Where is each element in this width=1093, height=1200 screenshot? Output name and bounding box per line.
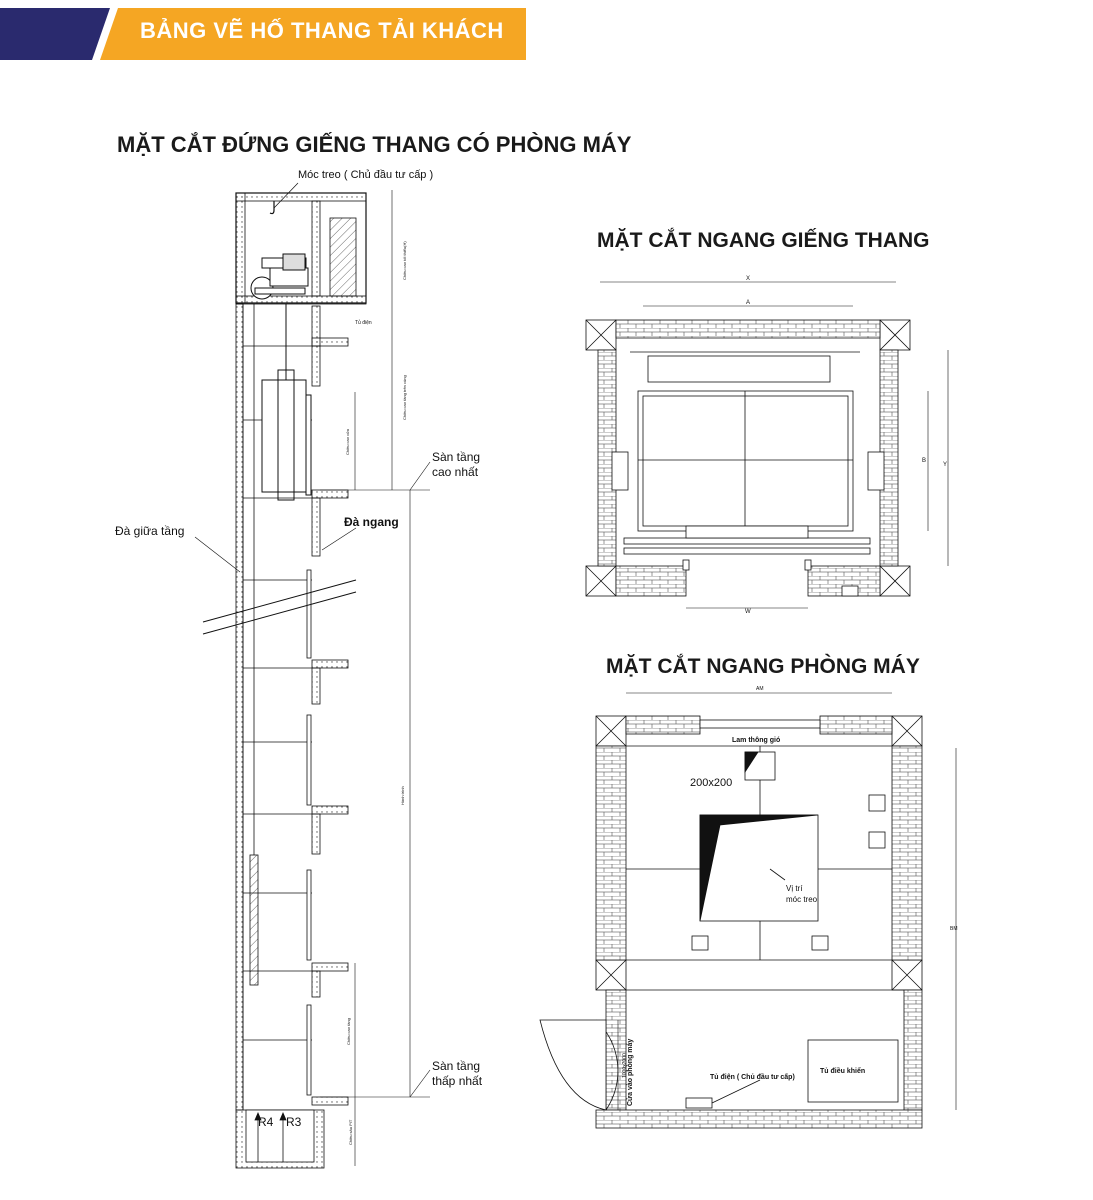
heading-machine-room-plan: MẶT CẮT NGANG PHÒNG MÁY [606, 655, 920, 678]
banner-title: BẢNG VẼ HỐ THANG TẢI KHÁCH [140, 18, 504, 43]
hook-position-label-2: móc treo [786, 895, 818, 904]
dim-a: A [746, 300, 751, 306]
dim-door-height: Chiều cao cửa [345, 428, 350, 455]
dim-am: AM [756, 686, 764, 692]
top-floor-label-2: cao nhất [432, 465, 479, 479]
opening-label: 200x200 [690, 777, 733, 789]
machine-room-layout [540, 746, 898, 1110]
dim-travel: Hành trình [400, 786, 405, 805]
top-floor-label-1: Sàn tầng [432, 450, 481, 464]
dim-b: B [922, 458, 927, 464]
buffer-r3-label: R3 [286, 1115, 302, 1129]
beam-label: Đà ngang [344, 515, 399, 529]
heading-shaft-plan: MẶT CẮT NGANG GIẾNG THANG [597, 229, 930, 252]
dim-bm: BM [950, 926, 958, 932]
buffer-r4-label: R4 [258, 1115, 274, 1129]
hook-position-label-1: Vị trí [786, 884, 803, 893]
heading-vertical-section: MẶT CẮT ĐỨNG GIẾNG THANG CÓ PHÒNG MÁY [117, 132, 632, 157]
dim-w: W [745, 609, 751, 615]
mid-beam-label: Đà giữa tầng [115, 524, 185, 538]
hook-label: Móc treo ( Chủ đầu tư cấp ) [298, 169, 434, 181]
bottom-floor-label-2: thấp nhất [432, 1074, 483, 1088]
dim-overhead: Chiều cao tầng trên cùng [402, 375, 407, 420]
dim-pit: Chiều sâu PIT [348, 1119, 353, 1145]
bottom-floor-label-1: Sàn tầng [432, 1059, 481, 1073]
vent-label: Lam thông gió [732, 737, 781, 744]
door-size: 1000x2000 [622, 1053, 628, 1078]
dim-y: Y [943, 462, 948, 468]
dim-room-height: Chiều cao tối thiểu(H) [402, 241, 407, 280]
control-cabinet-label: Tủ điều khiển [820, 1068, 866, 1075]
dim-floor-height: Chiều cao tầng [346, 1018, 351, 1045]
dim-x: X [746, 276, 751, 282]
door-label: Cửa vào phòng máy [627, 1038, 634, 1106]
small-cabinet-label: Tủ điện [355, 320, 372, 326]
electric-cabinet-label: Tủ điện ( Chủ đầu tư cấp) [710, 1074, 795, 1081]
